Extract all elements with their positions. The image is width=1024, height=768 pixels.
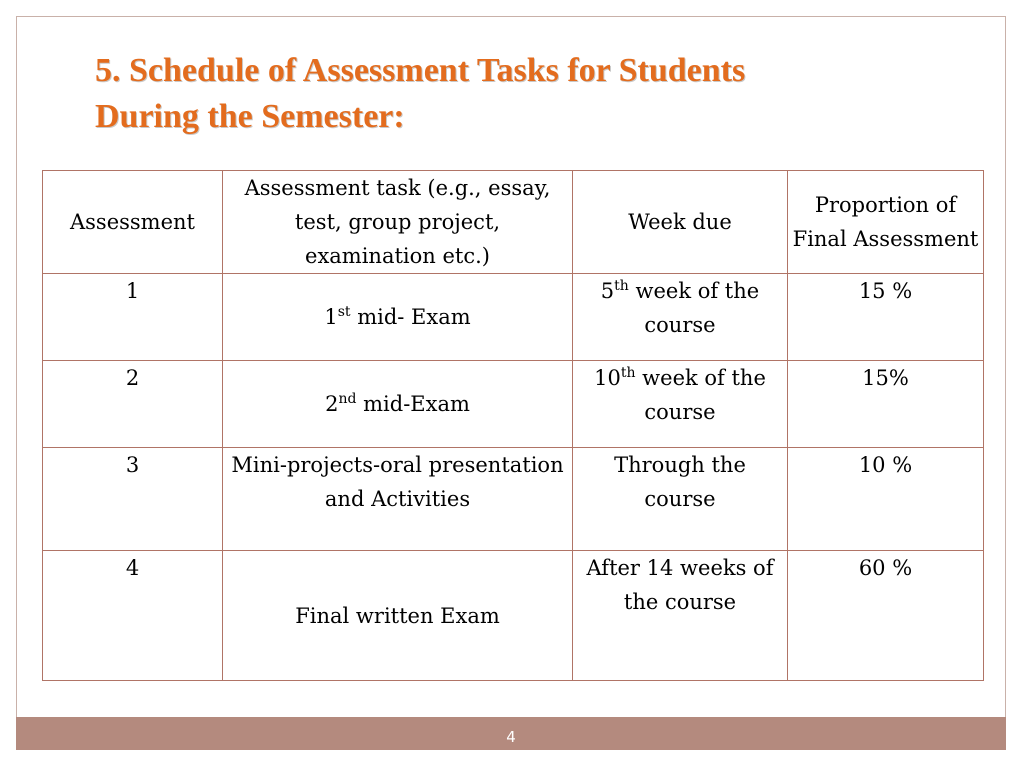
slide-title [95, 48, 915, 140]
table-row [43, 551, 984, 681]
cell-week-due: After 14 weeks of the course [573, 551, 788, 681]
cell-task: 2nd mid-Exam [223, 361, 573, 448]
header-week-due: Week due [573, 171, 788, 274]
cell-assessment: 2 [43, 361, 223, 448]
table-row [43, 361, 984, 448]
cell-proportion: 15% [788, 361, 984, 448]
cell-proportion: 10 % [788, 448, 984, 551]
header-assessment: Assessment [43, 171, 223, 274]
cell-proportion: 60 % [788, 551, 984, 681]
cell-task: Mini-projects-oral presentation and Activities [223, 448, 573, 551]
footer-bar [16, 717, 1006, 750]
cell-assessment: 4 [43, 551, 223, 681]
cell-week-due: Through the course [573, 448, 788, 551]
title-line-1: 5. Schedule of Assessment Tasks for Students [95, 52, 746, 89]
table-header-row [43, 171, 984, 274]
cell-assessment: 3 [43, 448, 223, 551]
page-number: 4 [506, 728, 516, 746]
table-row [43, 448, 984, 551]
header-proportion: Proportion of Final Assessment [788, 171, 984, 274]
cell-assessment: 1 [43, 274, 223, 361]
cell-proportion: 15 % [788, 274, 984, 361]
header-task: Assessment task (e.g., essay, test, group project, examination etc.) [223, 171, 573, 274]
cell-task: 1st mid- Exam [223, 274, 573, 361]
cell-week-due: 10th week of the course [573, 361, 788, 448]
cell-week-due: 5th week of the course [573, 274, 788, 361]
cell-task: Final written Exam [223, 551, 573, 681]
table-row [43, 274, 984, 361]
assessment-schedule-table [42, 170, 984, 681]
title-line-2: During the Semester: [95, 98, 405, 135]
